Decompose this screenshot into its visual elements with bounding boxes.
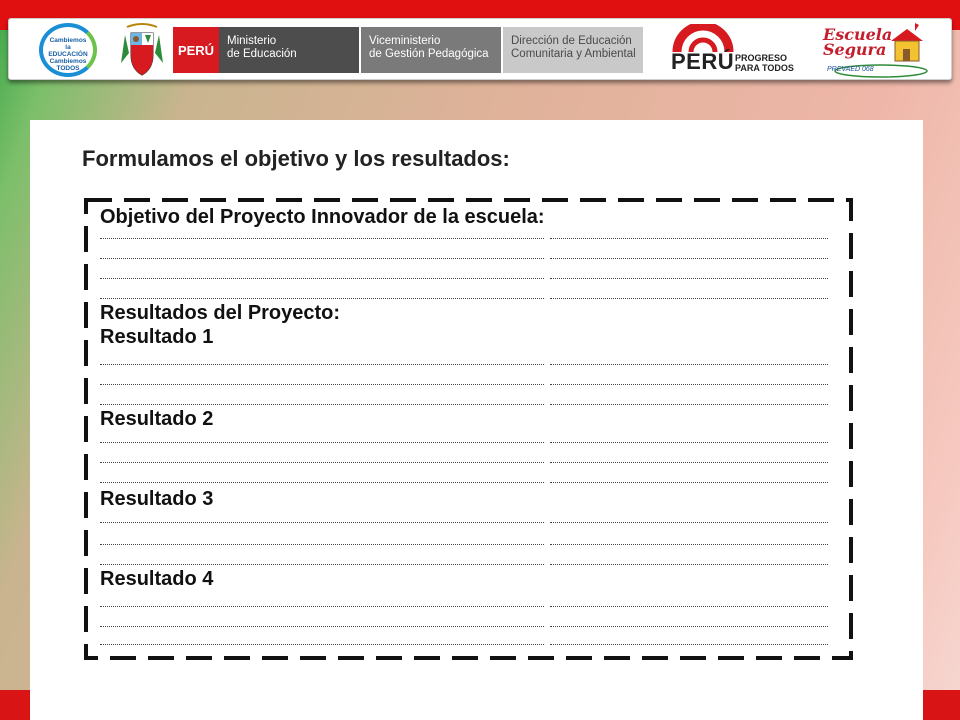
resultado-1-line[interactable] xyxy=(100,364,544,365)
peru-progreso-word: PERÚ xyxy=(671,49,735,74)
peru-progreso-logo xyxy=(669,24,809,76)
resultado-4-line[interactable] xyxy=(550,626,828,627)
ministerio-label: Ministerio de Educación xyxy=(219,27,359,73)
resultado-2-line[interactable] xyxy=(550,442,828,443)
objetivo-line[interactable] xyxy=(550,258,828,259)
resultado-4-line[interactable] xyxy=(100,626,544,627)
cambiemos-educacion-logo-text: Cambiemos la EDUCACIÓN Cambiemos TODOS xyxy=(48,37,88,72)
resultado-3-line[interactable] xyxy=(550,522,828,523)
worksheet-title: Formulamos el objetivo y los resultados: xyxy=(82,146,510,171)
escuela-segura-title: Escuela Segura xyxy=(823,25,893,59)
resultado-1-label: Resultado 1 xyxy=(100,326,214,348)
resultado-2-label: Resultado 2 xyxy=(100,408,214,430)
viceministerio-label: Viceministerio de Gestión Pedagógica xyxy=(361,27,501,73)
resultado-2-line[interactable] xyxy=(100,442,544,443)
objetivo-line[interactable] xyxy=(550,298,828,299)
escuela-segura-logo xyxy=(821,21,931,79)
resultados-label: Resultados del Proyecto: xyxy=(100,302,341,324)
peru-coat-of-arms-icon xyxy=(119,23,165,77)
dashed-form-box xyxy=(84,198,855,662)
resultado-2-line[interactable] xyxy=(550,482,828,483)
objetivo-line[interactable] xyxy=(100,258,544,259)
resultado-2-line[interactable] xyxy=(100,482,544,483)
objetivo-label: Objetivo del Proyecto Innovador de la escuela: xyxy=(100,206,545,228)
resultado-4-line[interactable] xyxy=(550,606,828,607)
resultado-3-line[interactable] xyxy=(550,564,828,565)
resultado-3-line[interactable] xyxy=(100,522,544,523)
resultado-3-line[interactable] xyxy=(550,544,828,545)
resultado-3-line[interactable] xyxy=(100,544,544,545)
resultado-4-line[interactable] xyxy=(550,644,828,645)
objetivo-line[interactable] xyxy=(550,238,828,239)
worksheet-page xyxy=(30,120,923,720)
resultado-3-line[interactable] xyxy=(100,564,544,565)
resultado-1-line[interactable] xyxy=(550,404,828,405)
resultado-1-line[interactable] xyxy=(100,384,544,385)
resultado-2-line[interactable] xyxy=(550,462,828,463)
peru-label: PERÚ xyxy=(173,27,219,73)
resultado-4-label: Resultado 4 xyxy=(100,568,214,590)
objetivo-line[interactable] xyxy=(100,298,544,299)
resultado-4-line[interactable] xyxy=(100,606,544,607)
institutional-header xyxy=(8,18,952,80)
objetivo-line[interactable] xyxy=(550,278,828,279)
cambiemos-educacion-logo xyxy=(39,23,97,77)
direccion-label: Dirección de Educación Comunitaria y Ambiental xyxy=(503,27,643,73)
resultado-1-line[interactable] xyxy=(550,364,828,365)
resultado-1-line[interactable] xyxy=(100,404,544,405)
resultado-1-line[interactable] xyxy=(550,384,828,385)
resultado-2-line[interactable] xyxy=(100,462,544,463)
resultado-4-line[interactable] xyxy=(100,644,544,645)
peru-progreso-subtitle: PROGRESO PARA TODOS xyxy=(735,53,794,73)
escuela-segura-subtitle: PREVAED 068 xyxy=(827,66,874,73)
resultado-3-label: Resultado 3 xyxy=(100,488,214,510)
objetivo-line[interactable] xyxy=(100,278,544,279)
objetivo-line[interactable] xyxy=(100,238,544,239)
